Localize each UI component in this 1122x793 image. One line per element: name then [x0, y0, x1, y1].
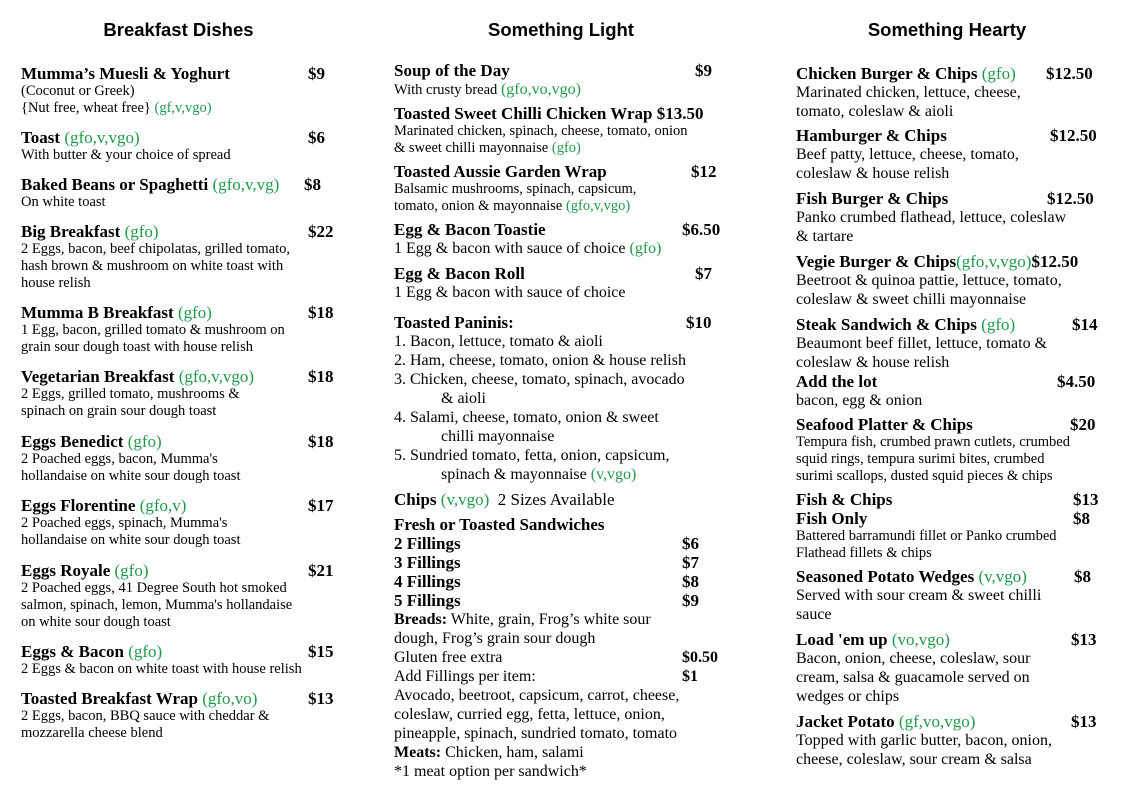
- item-desc: & sweet chilli mayonnaise: [394, 140, 549, 156]
- item-name: Steak Sandwich & Chips: [796, 315, 977, 334]
- menu-item-paninis: [394, 313, 712, 484]
- menu-item-add-the-lot: [796, 372, 1096, 410]
- item-price: $12.50: [1046, 64, 1093, 83]
- item-price: $22: [308, 222, 334, 241]
- item-price: $6.50: [682, 220, 721, 239]
- dietary-tag: (vo,vgo): [891, 630, 950, 649]
- item-desc: coleslaw & house relish: [796, 165, 950, 182]
- item-name: Load 'em up: [796, 630, 888, 649]
- item-price: $21: [308, 561, 334, 580]
- item-desc: hollandaise on white sour dough toast: [21, 532, 241, 548]
- item-desc: 1 Egg, bacon, grilled tomato & mushroom on: [21, 322, 285, 338]
- menu-item-baked-beans: [21, 175, 321, 211]
- panini-option: 2. Ham, cheese, tomato, onion & house relish: [394, 352, 686, 369]
- dietary-tag: (gfo,v,vgo): [178, 367, 255, 386]
- dietary-tag: (gfo): [128, 642, 163, 661]
- item-desc: Balsamic mushrooms, spinach, capsicum,: [394, 181, 637, 197]
- item-desc: Battered barramundi fillet or Panko crumbed: [796, 528, 1057, 544]
- item-name: Seafood Platter & Chips: [796, 415, 973, 434]
- panini-option: & aioli: [441, 390, 486, 407]
- item-desc: spinach on grain sour dough toast: [21, 403, 217, 419]
- menu-item-sandwiches: [394, 515, 724, 781]
- item-price: $4.50: [1057, 372, 1096, 391]
- item-name: Add the lot: [796, 372, 878, 391]
- menu-item-seafood-platter: [796, 415, 1096, 485]
- fillings-list: pineapple, spinach, sundried tomato, tomato: [394, 725, 678, 742]
- menu-item-chilli-chicken-wrap: [394, 104, 704, 157]
- breakfast-heading: Breakfast Dishes: [103, 19, 254, 40]
- item-name: Fish Burger & Chips: [796, 189, 949, 208]
- panini-option: spinach & mayonnaise: [441, 466, 587, 483]
- item-desc: Beef patty, lettuce, cheese, tomato,: [796, 146, 1019, 163]
- fillings-list: Avocado, beetroot, capsicum, carrot, cheese,: [394, 687, 680, 704]
- item-price: $12.50: [1050, 126, 1097, 145]
- item-name: Seasoned Potato Wedges: [796, 567, 975, 586]
- dietary-tag: (gfo,v,vg): [212, 175, 280, 194]
- dietary-tag: (gfo,v,vgo): [565, 198, 631, 214]
- dietary-tag: (gf,v,vgo): [154, 100, 212, 116]
- item-desc: & tartare: [796, 228, 854, 245]
- item-price: $10: [686, 313, 712, 332]
- filling-option: 4 Fillings $8: [394, 572, 699, 591]
- menu-item-breakfast-wrap: [21, 689, 334, 742]
- item-name: Mumma’s Muesli & Yoghurt: [21, 64, 230, 83]
- menu-item-eggs-royale: [21, 561, 334, 631]
- item-desc: coleslaw & house relish: [796, 354, 950, 371]
- dietary-tag: (gfo,vo): [202, 689, 258, 708]
- menu-item-muesli: [21, 64, 325, 117]
- dietary-tag: (gfo,v): [139, 496, 187, 515]
- item-price: $8: [304, 175, 321, 194]
- dietary-tag: (gfo): [124, 222, 159, 241]
- item-name: Toasted Sweet Chilli Chicken Wrap: [394, 104, 653, 123]
- item-name: Hamburger & Chips: [796, 126, 947, 145]
- item-desc: on white sour dough toast: [21, 614, 171, 630]
- item-price: $17: [308, 496, 334, 515]
- item-desc: cheese, coleslaw, sour cream & salsa: [796, 751, 1032, 768]
- filling-option: 3 Fillings $7: [394, 553, 699, 572]
- breads-line: Breads: White, grain, Frog’s white sour: [394, 611, 651, 628]
- item-desc: Tempura fish, crumbed prawn cutlets, crumbed: [796, 434, 1070, 450]
- panini-option: 4. Salami, cheese, tomato, onion & sweet: [394, 409, 659, 426]
- dietary-tag: (gfo): [551, 140, 581, 156]
- menu-item-steak-sandwich: [796, 315, 1098, 372]
- item-price: $13.50: [656, 104, 704, 123]
- item-price: $9: [695, 61, 712, 80]
- dietary-tag: (gf,vo,vgo): [898, 712, 976, 731]
- item-desc: wedges or chips: [796, 688, 900, 705]
- item-name: Vegie Burger & Chips: [796, 252, 957, 271]
- item-desc: sauce: [796, 606, 832, 623]
- item-desc: Flathead fillets & chips: [796, 545, 932, 561]
- item-desc: 1 Egg & bacon with sauce of choice: [394, 240, 626, 257]
- meats-line: Meats: Chicken, ham, salami: [394, 744, 584, 761]
- panini-option: 3. Chicken, cheese, tomato, spinach, avocado: [394, 371, 685, 388]
- hearty-heading: Something Hearty: [867, 19, 1027, 40]
- item-desc: Marinated chicken, spinach, cheese, tomato, onion: [394, 123, 688, 139]
- add-fillings: Add Fillings per item: $1: [394, 668, 698, 685]
- item-desc: With butter & your choice of spread: [21, 147, 231, 163]
- breads-line: dough, Frog’s grain sour dough: [394, 630, 596, 647]
- dietary-tag: (gfo,vo,vgo): [500, 81, 581, 98]
- item-desc: (Coconut or Greek): [21, 83, 135, 99]
- item-name: Egg & Bacon Toastie: [394, 220, 546, 239]
- item-desc: cream, salsa & guacamole served on: [796, 669, 1030, 686]
- dietary-tag: (gfo): [981, 64, 1016, 83]
- item-name: Fish Only: [796, 509, 868, 528]
- item-name: Toasted Paninis:: [394, 313, 514, 332]
- item-desc: surimi scallops, dusted squid pieces & chips: [796, 468, 1053, 484]
- item-price: $13: [1073, 490, 1099, 509]
- item-desc: On white toast: [21, 194, 106, 210]
- item-desc: 2 Poached eggs, spinach, Mumma's: [21, 515, 228, 531]
- item-name: Toasted Breakfast Wrap: [21, 689, 198, 708]
- menu-item-potato-wedges: [796, 567, 1091, 624]
- item-name: Fish & Chips: [796, 490, 893, 509]
- item-price: $12.50: [1031, 252, 1079, 271]
- dietary-tag: (gfo): [981, 315, 1016, 334]
- dietary-tag: (gfo,v,vgo): [956, 252, 1032, 271]
- panini-option: chilli mayonnaise: [441, 428, 555, 445]
- item-desc: 2 Eggs, grilled tomato, mushrooms &: [21, 386, 240, 402]
- fillings-list: coleslaw, curried egg, fetta, lettuce, onion,: [394, 706, 665, 723]
- item-desc: hash brown & mushroom on white toast with: [21, 258, 284, 274]
- item-name: Eggs Royale: [21, 561, 111, 580]
- menu-item-load-em-up: [796, 630, 1097, 706]
- dietary-tag: (v,vgo): [978, 567, 1027, 586]
- item-desc: 2 Poached eggs, 41 Degree South hot smoked: [21, 580, 287, 596]
- menu-item-vegie-burger: [796, 252, 1078, 309]
- dietary-tag: (v,vgo): [440, 490, 490, 509]
- dietary-tag: (gfo): [177, 303, 212, 322]
- item-desc: bacon, egg & onion: [796, 392, 923, 409]
- item-desc: Beetroot & quinoa pattie, lettuce, tomato,: [796, 272, 1062, 289]
- item-desc: 2 Eggs & bacon on white toast with house relish: [21, 661, 302, 677]
- item-name: Baked Beans or Spaghetti: [21, 175, 209, 194]
- item-desc: Marinated chicken, lettuce, cheese,: [796, 84, 1021, 101]
- panini-option: 5. Sundried tomato, fetta, onion, capsicum,: [394, 447, 670, 464]
- item-desc: With crusty bread: [394, 82, 498, 98]
- menu-item-toast: [21, 128, 325, 164]
- item-price: $18: [308, 303, 334, 322]
- item-price: $8: [1073, 509, 1090, 528]
- item-name: Fresh or Toasted Sandwiches: [394, 515, 605, 534]
- menu-item-egg-bacon-roll: [394, 264, 712, 302]
- item-desc: 2 Eggs, bacon, BBQ sauce with cheddar &: [21, 708, 270, 724]
- item-desc: Bacon, onion, cheese, coleslaw, sour: [796, 650, 1031, 667]
- item-desc: tomato, coleslaw & aioli: [796, 103, 954, 120]
- item-name: Eggs Benedict: [21, 432, 124, 451]
- item-price: $13: [1071, 712, 1097, 731]
- item-price: $18: [308, 432, 334, 451]
- gluten-free-extra: Gluten free extra $0.50: [394, 649, 718, 666]
- menu-item-soup: [394, 61, 712, 99]
- item-desc: coleslaw & sweet chilli mayonnaise: [796, 291, 1027, 308]
- dietary-tag: (gfo): [114, 561, 149, 580]
- item-name: Jacket Potato: [796, 712, 895, 731]
- item-desc: 2 Poached eggs, bacon, Mumma's: [21, 451, 218, 467]
- menu-item-chips: [394, 490, 615, 509]
- menu-item-big-breakfast: [21, 222, 334, 292]
- item-price: $13: [1071, 630, 1097, 649]
- item-desc: {Nut free, wheat free}: [21, 100, 151, 116]
- item-desc: Panko crumbed flathead, lettuce, coleslaw: [796, 209, 1067, 226]
- item-name: Eggs & Bacon: [21, 642, 124, 661]
- item-name: Egg & Bacon Roll: [394, 264, 525, 283]
- item-name: Toast: [21, 128, 61, 147]
- menu-item-egg-bacon-toastie: [394, 220, 721, 258]
- item-name: Chicken Burger & Chips: [796, 64, 978, 83]
- item-price: $12.50: [1047, 189, 1094, 208]
- meat-note: *1 meat option per sandwich*: [394, 763, 587, 780]
- item-note: 2 Sizes Available: [497, 490, 615, 509]
- item-price: $8: [1074, 567, 1091, 586]
- item-price: $14: [1072, 315, 1098, 334]
- item-price: $18: [308, 367, 334, 386]
- menu-item-hamburger: [796, 126, 1097, 183]
- item-desc: squid rings, tempura surimi bites, crumbed: [796, 451, 1045, 467]
- menu-item-garden-wrap: [394, 162, 717, 215]
- filling-option: 2 Fillings $6: [394, 534, 699, 553]
- filling-option: 5 Fillings $9: [394, 591, 699, 610]
- item-desc: salmon, spinach, lemon, Mumma's hollandaise: [21, 597, 293, 613]
- item-price: $12: [691, 162, 717, 181]
- dietary-tag: (gfo,v,vgo): [64, 128, 140, 147]
- item-desc: tomato, onion & mayonnaise: [394, 198, 563, 214]
- item-desc: mozzarella cheese blend: [21, 725, 163, 741]
- item-desc: hollandaise on white sour dough toast: [21, 468, 241, 484]
- item-desc: Served with sour cream & sweet chilli: [796, 587, 1042, 604]
- item-desc: Topped with garlic butter, bacon, onion,: [796, 732, 1052, 749]
- menu-item-fish-chips: [796, 490, 1099, 509]
- item-desc: 1 Egg & bacon with sauce of choice: [394, 284, 626, 301]
- item-price: $7: [695, 264, 712, 283]
- menu-item-fish-burger: [796, 189, 1094, 246]
- item-desc: 2 Eggs, bacon, beef chipolatas, grilled tomato,: [21, 241, 290, 257]
- dietary-tag: (gfo): [127, 432, 162, 451]
- item-price: $15: [308, 642, 334, 661]
- item-name: Big Breakfast: [21, 222, 121, 241]
- item-name: Mumma B Breakfast: [21, 303, 174, 322]
- menu-item-eggs-florentine: [21, 496, 334, 549]
- panini-option: 1. Bacon, lettuce, tomato & aioli: [394, 333, 603, 350]
- item-name: Vegetarian Breakfast: [21, 367, 175, 386]
- item-name: Eggs Florentine: [21, 496, 136, 515]
- item-desc: house relish: [21, 275, 91, 291]
- item-price: $6: [308, 128, 325, 147]
- menu-item-jacket-potato: [796, 712, 1097, 769]
- dietary-tag: (v,vgo): [590, 466, 637, 483]
- menu-item-eggs-benedict: [21, 432, 334, 485]
- light-heading: Something Light: [488, 19, 634, 40]
- item-price: $9: [308, 64, 325, 83]
- dietary-tag: (gfo): [629, 240, 662, 257]
- item-price: $13: [308, 689, 334, 708]
- item-desc: grain sour dough toast with house relish: [21, 339, 253, 355]
- menu-item-eggs-bacon: [21, 642, 334, 678]
- item-name: Chips: [394, 490, 437, 509]
- menu-item-chicken-burger: [796, 64, 1093, 121]
- item-price: $20: [1070, 415, 1096, 434]
- item-desc: Beaumont beef fillet, lettuce, tomato &: [796, 335, 1048, 352]
- menu-item-fish-only: [796, 509, 1090, 562]
- item-name: Toasted Aussie Garden Wrap: [394, 162, 607, 181]
- menu-item-mumma-b-breakfast: [21, 303, 334, 356]
- item-name: Soup of the Day: [394, 61, 510, 80]
- menu-item-vegetarian-breakfast: [21, 367, 334, 420]
